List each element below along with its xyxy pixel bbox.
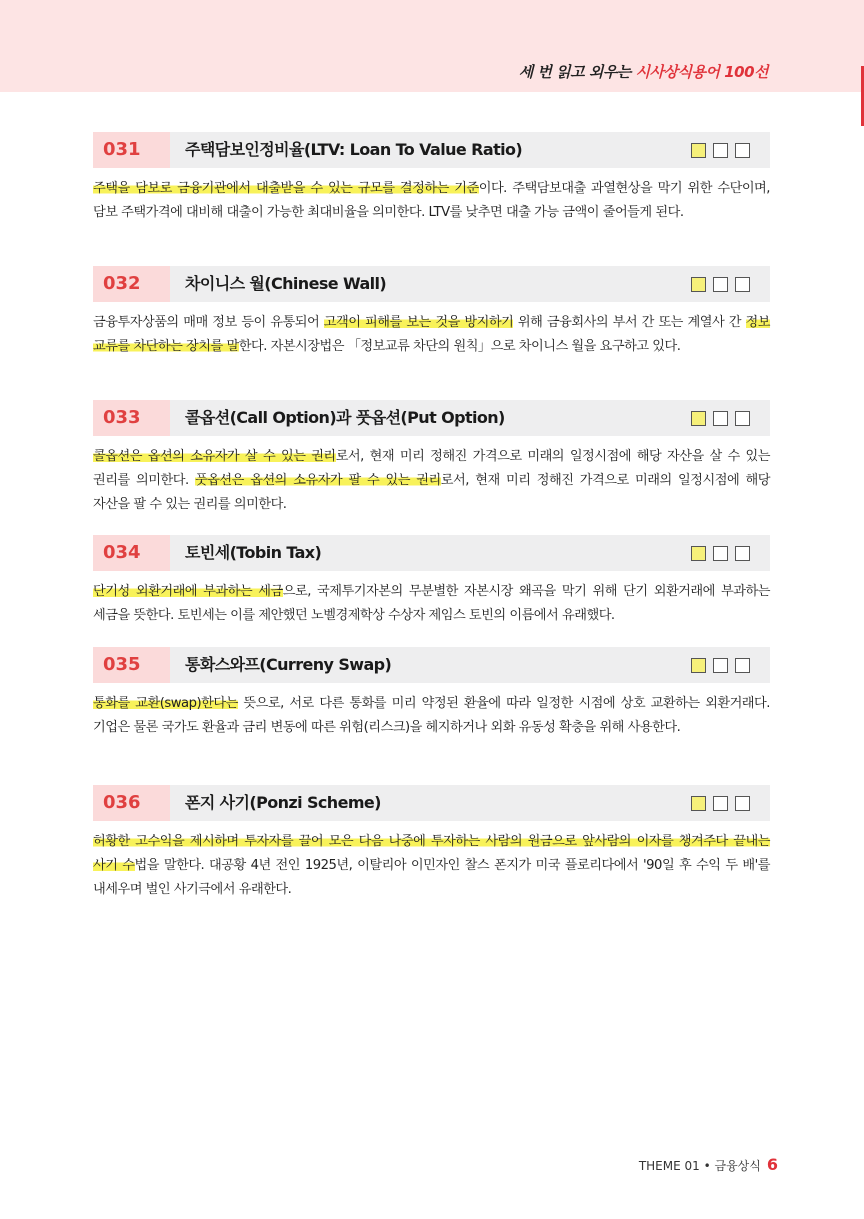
review-checkboxes	[691, 277, 750, 292]
page-number: 6	[766, 1155, 778, 1174]
review-checkbox-3[interactable]	[735, 143, 750, 158]
term-entry-036	[93, 785, 770, 902]
description-text: 위해 금융회사의 부서 간 또는 계열사 간	[513, 315, 746, 330]
term-bar	[93, 400, 770, 436]
review-checkbox-1[interactable]	[691, 658, 706, 673]
review-checkbox-3[interactable]	[735, 658, 750, 673]
term-entry-034	[93, 535, 770, 628]
term-description	[93, 692, 770, 740]
review-checkbox-2[interactable]	[713, 277, 728, 292]
highlighted-text: 단기성 외환거래에 부과하는 세금	[93, 584, 283, 599]
highlighted-text: 고객이 피해를 보는 것을 방지하기	[323, 315, 514, 330]
term-entry-033	[93, 400, 770, 517]
term-bar	[93, 266, 770, 302]
term-description	[93, 445, 770, 517]
term-description	[93, 580, 770, 628]
term-number: 033	[93, 400, 170, 436]
highlighted-text: 통화를 교환(swap)한다는	[93, 696, 238, 711]
review-checkboxes	[691, 546, 750, 561]
term-entry-035	[93, 647, 770, 740]
term-bar	[93, 132, 770, 168]
review-checkbox-2[interactable]	[713, 411, 728, 426]
review-checkboxes	[691, 658, 750, 673]
term-title: 토빈세(Tobin Tax)	[185, 543, 322, 562]
review-checkboxes	[691, 796, 750, 811]
term-description	[93, 177, 770, 225]
description-text: 뜻으로, 서로 다른 통화를 미리 약정된 환율에 따라 일정한 시점에 상호 교환하는 외환거래다. 기업은 물론 국가도 환율과 금리 변동에 따른 위험(리스크)을 헤지하거나 외화 유동성 확충을 위해 사용한다.	[93, 696, 770, 735]
review-checkbox-3[interactable]	[735, 546, 750, 561]
term-bar	[93, 647, 770, 683]
term-title: 콜옵션(Call Option)과 풋옵션(Put Option)	[185, 408, 505, 427]
review-checkbox-2[interactable]	[713, 143, 728, 158]
description-text: 법을 말한다. 대공황 4년 전인 1925년, 이탈리아 이민자인 찰스 폰지가 미국 플로리다에서 '90일 후 수익 두 배'를 내세우며 벌인 사기극에서 유래한다.	[93, 858, 771, 897]
review-checkbox-2[interactable]	[713, 796, 728, 811]
highlighted-text: 허황한 고수익을 제시하며 투자자를 끌어 모은 다음 나중에 투자하는 사람의 원금으로 앞사람의 이자를 챙겨주다 끝내는 사기 수	[93, 834, 770, 873]
description-text: 금융투자상품의 매매 정보 등이 유통되어	[93, 315, 324, 330]
term-bar	[93, 535, 770, 571]
highlighted-text: 정보 교류를 차단하는 장치를 말	[93, 315, 770, 354]
highlighted-text: 콜옵션은 옵션의 소유자가 살 수 있는 권리	[93, 449, 336, 464]
book-title	[519, 61, 768, 82]
page-footer	[639, 1155, 778, 1174]
book-title-prefix: 세 번 읽고 외우는	[518, 63, 636, 81]
term-number: 031	[93, 132, 170, 168]
highlighted-text: 풋옵션은 옵션의 소유자가 팔 수 있는 권리	[194, 473, 441, 488]
review-checkbox-1[interactable]	[691, 277, 706, 292]
description-text: 으로, 국제투기자본의 무분별한 자본시장 왜곡을 막기 위해 단기 외환거래에 부과하는 세금을 뜻한다. 토빈세는 이를 제안했던 노벨경제학상 수상자 제임스 토빈의 이름에서 유래했다.	[93, 584, 770, 623]
term-title: 통화스와프(Curreny Swap)	[185, 655, 392, 674]
theme-label: THEME 01 • 금융상식	[638, 1159, 761, 1173]
term-number: 036	[93, 785, 170, 821]
description-text: 이다. 주택담보대출 과열현상을 막기 위한 수단이며, 담보 주택가격에 대비해 대출이 가능한 최대비율을 의미한다. LTV를 낮추면 대출 가능 금액이 줄어들게 된다.	[93, 181, 770, 220]
review-checkbox-3[interactable]	[735, 277, 750, 292]
term-number: 034	[93, 535, 170, 571]
review-checkbox-1[interactable]	[691, 143, 706, 158]
review-checkbox-1[interactable]	[691, 411, 706, 426]
description-text: 한다. 자본시장법은 「정보교류 차단의 원칙」으로 차이니스 월을 요구하고 있다.	[238, 339, 681, 354]
term-title: 주택담보인정비율(LTV: Loan To Value Ratio)	[185, 140, 523, 159]
description-text: 로서, 현재 미리 정해진 가격으로 미래의 일정시점에 해당 자산을 살 수 있는 권리를 의미한다.	[93, 449, 771, 488]
review-checkboxes	[691, 143, 750, 158]
review-checkbox-1[interactable]	[691, 796, 706, 811]
highlighted-text: 주택을 담보로 금융기관에서 대출받을 수 있는 규모를 결정하는 기준	[93, 181, 479, 196]
review-checkbox-2[interactable]	[713, 658, 728, 673]
term-entry-032	[93, 266, 770, 359]
term-description	[93, 830, 770, 902]
review-checkbox-1[interactable]	[691, 546, 706, 561]
term-number: 032	[93, 266, 170, 302]
term-description	[93, 311, 770, 359]
term-entry-031	[93, 132, 770, 225]
book-title-accent: 시사상식용어 100선	[635, 63, 768, 81]
term-title: 폰지 사기(Ponzi Scheme)	[185, 793, 381, 812]
term-title: 차이니스 월(Chinese Wall)	[185, 274, 387, 293]
term-number: 035	[93, 647, 170, 683]
review-checkboxes	[691, 411, 750, 426]
review-checkbox-2[interactable]	[713, 546, 728, 561]
review-checkbox-3[interactable]	[735, 411, 750, 426]
description-text: 로서, 현재 미리 정해진 가격으로 미래의 일정시점에 해당 자산을 팔 수 있는 권리를 의미한다.	[93, 473, 770, 512]
term-bar	[93, 785, 770, 821]
review-checkbox-3[interactable]	[735, 796, 750, 811]
